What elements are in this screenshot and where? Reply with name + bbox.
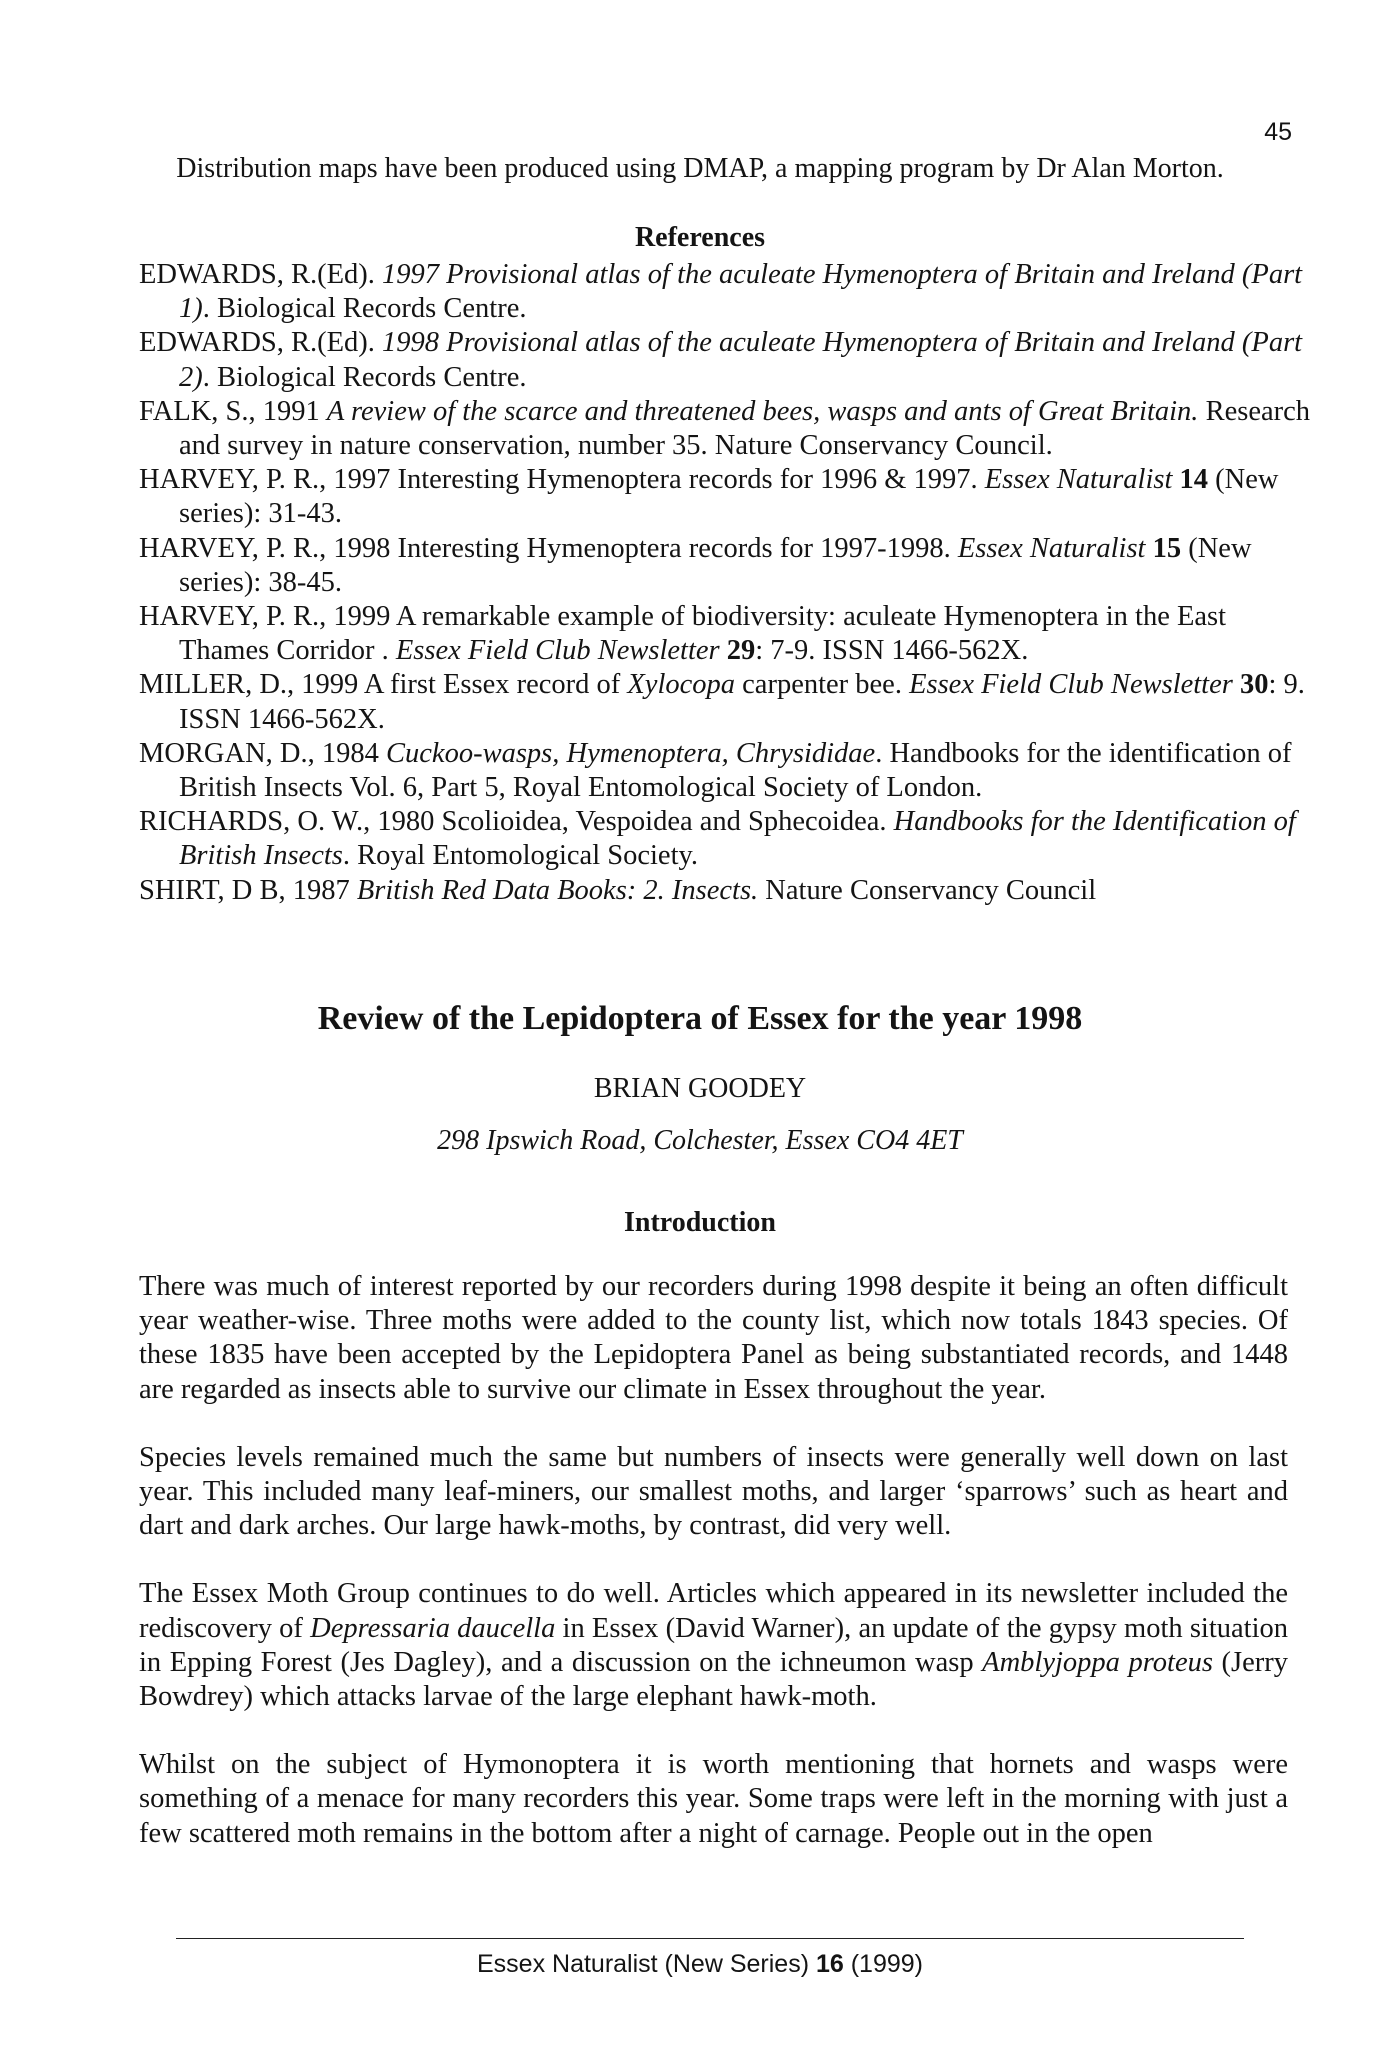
paragraph-text: The Essex Moth Group continues to do well. Articles which appeared in its newsletter included the rediscovery of — [139, 1578, 1288, 1644]
reference-text: RICHARDS, O. W., 1980 Scolioidea, Vespoidea and Sphecoidea. — [139, 806, 894, 838]
reference-text: (New series): 38-45. — [179, 532, 1252, 598]
reference-text: Cuckoo-wasps, Hymenoptera, Chrysididae — [386, 737, 876, 769]
reference-text: 1998 Provisional atlas of the aculeate Hymenoptera of Britain and Ireland (Part 2) — [179, 327, 1303, 393]
paragraph-text: (Jerry Bowdrey) which attacks larvae of the large elephant hawk-moth. — [139, 1646, 1288, 1713]
reference-text: 1997 Provisional atlas of the aculeate Hymenoptera of Britain and Ireland (Part 1) — [179, 259, 1303, 325]
reference-text: 15 — [1145, 532, 1182, 564]
reference-text: A review of the scarce and threatened bees, wasps and ants of Great Britain. — [326, 395, 1199, 427]
reference-text: Nature Conservancy Council — [758, 874, 1097, 906]
footer-rule — [176, 1938, 1244, 1939]
reference-item — [139, 258, 1314, 326]
reference-text: Essex Naturalist — [984, 464, 1173, 496]
reference-item — [139, 463, 1314, 531]
reference-text: HARVEY, P. R., 1997 Interesting Hymenoptera records for 1996 & 1997. — [139, 464, 985, 496]
reference-text: . Biological Records Centre. — [202, 361, 527, 393]
reference-text: . Royal Entomological Society. — [342, 840, 699, 872]
article-title: Review of the Lepidoptera of Essex for the year 1998 — [317, 1000, 1083, 1037]
reference-text: Essex Field Club Newsletter — [909, 669, 1233, 701]
references-heading: References — [634, 222, 766, 253]
reference-text: 30 — [1232, 669, 1269, 701]
reference-text: EDWARDS, R.(Ed). — [139, 259, 383, 290]
section-heading-introduction: Introduction — [624, 1207, 776, 1238]
body-paragraph — [139, 1270, 1288, 1407]
reference-text: EDWARDS, R.(Ed). — [139, 327, 383, 359]
reference-text: Research and survey in nature conservation, number 35. Nature Conservancy Council. — [179, 395, 1311, 462]
reference-text: : 7-9. ISSN 1466-562X. — [755, 635, 1029, 667]
paragraph-text: There was much of interest reported by our recorders during 1998 despite it being an often difficult year weather-wise. Three moths were added to the county list, which now totals 1843 species. Of these 1835 have been accepted by the Lepidoptera Panel as being substantiated records, and 1448 are regarded as insects able to survive our climate in Essex throughout the year. — [139, 1271, 1288, 1405]
reference-text: Essex Field Club Newsletter — [395, 635, 720, 667]
reference-item — [139, 600, 1314, 668]
reference-item — [139, 395, 1314, 463]
reference-text: 29 — [719, 635, 756, 667]
reference-text: Handbooks for the Identification of British Insects — [179, 806, 1296, 872]
reference-text: MILLER, D., 1999 A first Essex record of — [139, 669, 628, 701]
reference-text: HARVEY, P. R., 1998 Interesting Hymenoptera records for 1997-1998. — [139, 532, 958, 564]
body-paragraph — [139, 1441, 1288, 1544]
reference-item — [139, 874, 1314, 908]
species-name: Amblyjoppa proteus — [982, 1646, 1213, 1678]
reference-text: (New series): 31-43. — [179, 464, 1279, 530]
footer-volume: 16 — [815, 1950, 844, 1978]
reference-item — [139, 668, 1314, 736]
reference-text: : 9. ISSN 1466-562X. — [179, 669, 1305, 735]
body-paragraph — [139, 1748, 1288, 1851]
reference-text: British Red Data Books: 2. Insects. — [356, 874, 759, 906]
footer-journal: Essex Naturalist (New Series) — [476, 1950, 816, 1978]
reference-item — [139, 737, 1314, 805]
reference-text: SHIRT, D B, 1987 — [139, 874, 357, 906]
references-list — [139, 258, 1314, 908]
reference-text: MORGAN, D., 1984 — [139, 737, 387, 769]
reference-text: Xylocopa — [627, 669, 736, 701]
paragraph-text: Species levels remained much the same but numbers of insects were generally well down on last year. This included many leaf-miners, our smallest moths, and larger ‘sparrows’ such as heart and dart and dark arches. Our large hawk-moths, by contrast, did very well. — [139, 1441, 1288, 1542]
footer — [0, 1950, 1400, 1979]
paragraph-text: Whilst on the subject of Hymonoptera it is worth mentioning that hornets and wasps were something of a menace for many recorders this year. Some traps were left in the morning with just a few scattered moth remains in the bottom after a night of carnage. People out in the open — [139, 1749, 1288, 1849]
reference-text: . Biological Records Centre. — [202, 293, 527, 325]
article-body — [139, 1270, 1288, 1885]
reference-item — [139, 805, 1314, 873]
author-address: 298 Ipswich Road, Colchester, Essex CO4 4ET — [437, 1125, 963, 1156]
footer-year: (1999) — [843, 1950, 923, 1978]
reference-text: 14 — [1172, 464, 1209, 496]
reference-item — [139, 326, 1314, 394]
intro-line: Distribution maps have been produced using DMAP, a mapping program by Dr Alan Morton. — [176, 153, 1224, 184]
reference-item — [139, 532, 1314, 600]
page-number: 45 — [1264, 118, 1292, 146]
reference-text: Essex Naturalist — [957, 532, 1146, 564]
reference-text: HARVEY, P. R., 1999 A remarkable example of biodiversity: aculeate Hymenoptera in the East Thames Corridor . — [139, 601, 1227, 667]
body-paragraph — [139, 1577, 1288, 1714]
article-author: BRIAN GOODEY — [593, 1073, 807, 1104]
species-name: Depressaria daucella — [310, 1612, 556, 1644]
reference-text: carpenter bee. — [735, 669, 910, 701]
reference-text: FALK, S., 1991 — [139, 395, 327, 427]
paragraph-text: in Essex (David Warner), an update of the gypsy moth situation in Epping Forest (Jes Dagley), and a discussion on the ichneumon wasp — [139, 1612, 1288, 1678]
reference-text: . Handbooks for the identification of British Insects Vol. 6, Part 5, Royal Entomological Society of London. — [179, 737, 1292, 804]
